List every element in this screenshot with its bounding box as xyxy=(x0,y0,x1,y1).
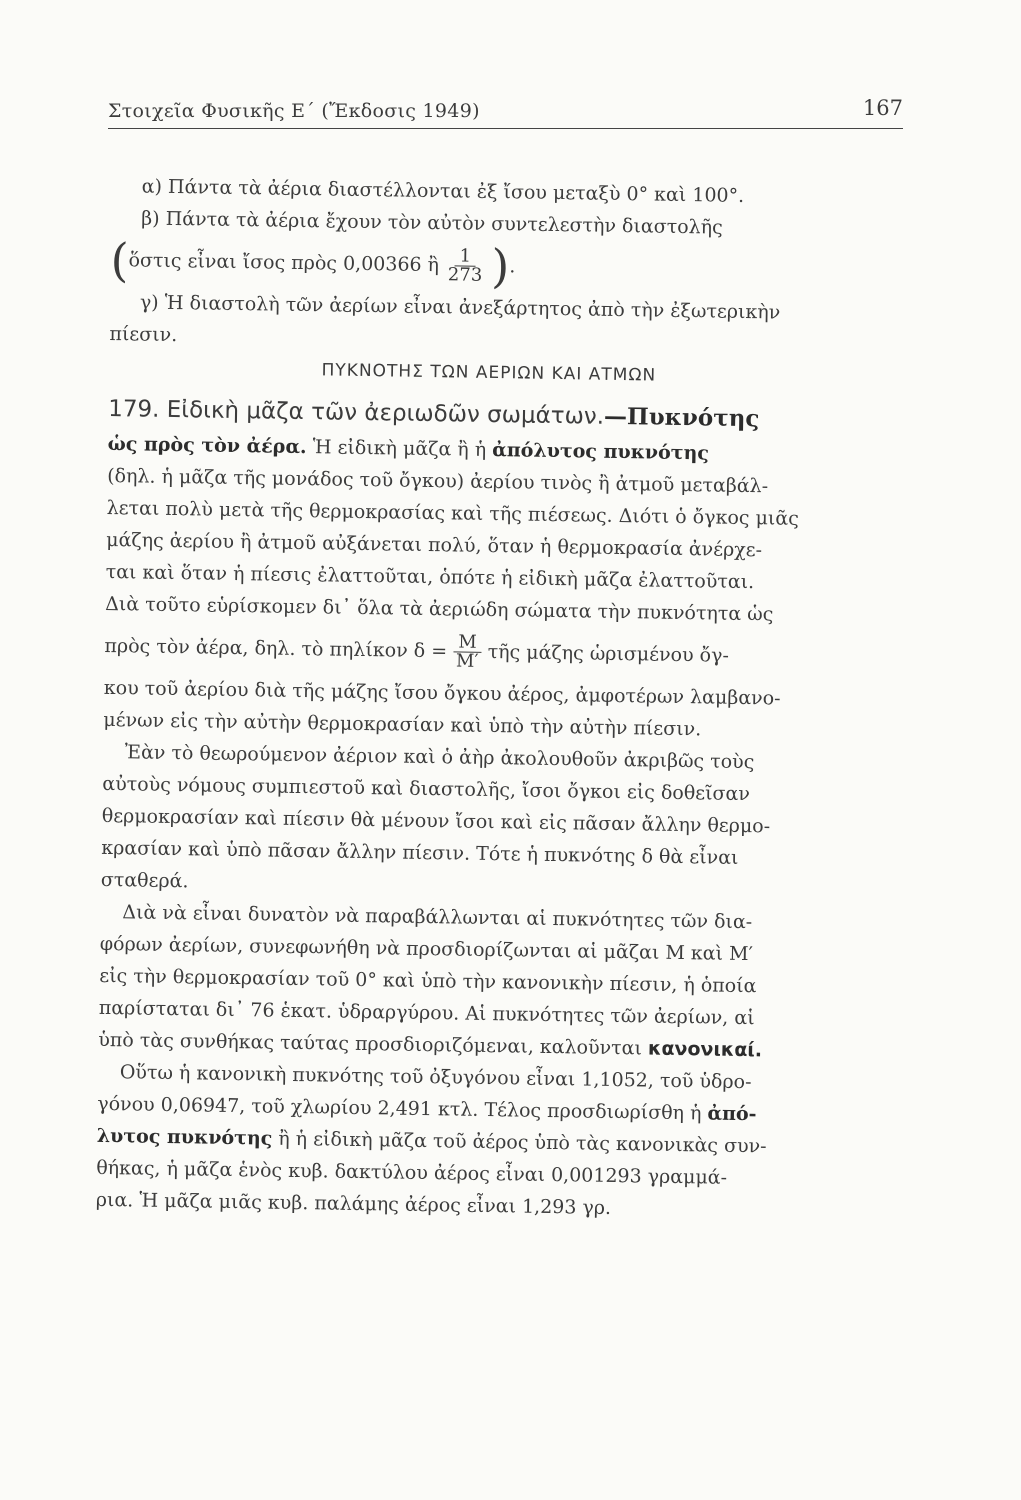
fraction-denominator: M′ xyxy=(455,649,479,672)
body-line: Διὰ νὰ εἶναι δυνατὸν νὰ παραβάλλωνται αἱ πυκνότητες τῶν δια- xyxy=(122,901,753,934)
close-period: . xyxy=(509,255,516,278)
text-run: ἢ ἡ εἰδικὴ μᾶζα τοῦ ἀέρος ὑπὸ τὰς κανονικὰς συν- xyxy=(272,1127,767,1158)
section-heading: ΠΥΚΝΟΤΗΣ ΤΩΝ ΑΕΡΙΩΝ ΚΑΙ ΑΤΜΩΝ xyxy=(321,360,657,386)
bold-term-absolute-density: ἀπόλυτος πυκνότης xyxy=(492,439,710,465)
body-line: Οὕτω ἡ κανονικὴ πυκνότης τοῦ ὀξυγόνου εἶναι 1,1052, τοῦ ὑδρο- xyxy=(119,1061,752,1094)
body-line: αὐτοὺς νόμους συμπιεστοῦ καὶ διαστολῆς, ἴσοι ὄγκοι εἰς δοθεῖσαν xyxy=(102,772,751,806)
body-line: (δηλ. ἡ μᾶζα τῆς μονάδος τοῦ ὄγκου) ἀερίου τινὸς ἢ ἀτμοῦ μεταβάλ- xyxy=(107,464,769,498)
page-number: 167 xyxy=(862,96,903,120)
body-line: μάζης ἀερίου ἢ ἀτμοῦ αὐξάνεται πολύ, ὅταν ἡ θερμοκρασία ἀνέρχε- xyxy=(106,528,763,562)
bold-term-normal: κανονικαί. xyxy=(647,1037,763,1062)
close-paren: ) xyxy=(490,238,510,294)
body-line: φόρων ἀερίων, συνεφωνήθη νὰ προσδιορίζωνται αἱ μᾶζαι M καὶ M′ xyxy=(99,932,754,966)
body-line: εἰς τὴν θερμοκρασίαν τοῦ 0° καὶ ὑπὸ τὴν κανονικὴν πίεσιν, ἡ ὁποία xyxy=(99,964,757,998)
fraction-1-273 xyxy=(443,244,488,286)
fraction-numerator: M xyxy=(453,633,482,652)
open-paren: ( xyxy=(110,232,129,288)
subsection-title-cont: ὡς πρὸς τὸν ἀέρα. xyxy=(107,432,307,459)
body-line: σταθερά. xyxy=(100,868,189,893)
text-run: τῆς μάζης ὡρισμένου ὄγ- xyxy=(487,640,730,667)
fraction-m-over-m-prime xyxy=(451,630,484,672)
fraction-denominator: 273 xyxy=(447,263,483,286)
list-item-b: β) Πάντα τὰ ἀέρια ἔχουν τὸν αὐτὸν συντελεστὴν διαστολῆς xyxy=(141,207,723,239)
bold-term-absolute-start: ἀπό- xyxy=(707,1102,757,1126)
bold-term-absolute-end: λυτος πυκνότης xyxy=(96,1124,273,1150)
running-head: Στοιχεῖα Φυσικῆς Ε΄ (Ἔκδοσις 1949) xyxy=(108,100,480,122)
list-item-a: α) Πάντα τὰ ἀέρια διαστέλλονται ἐξ ἴσου μεταξὺ 0° καὶ 100°. xyxy=(141,175,745,207)
body-line: μένων εἰς τὴν αὐτὴν θερμοκρασίαν καὶ ὑπὸ τὴν αὐτὴν πίεσιν. xyxy=(103,708,702,741)
list-item-c-cont: πίεσιν. xyxy=(109,322,178,347)
subsection-title-dash: —Πυκνότης xyxy=(603,402,760,433)
body-line: ρια. Ἡ μᾶζα μιᾶς κυβ. παλάμης ἀέρος εἶναι 1,293 γρ. xyxy=(95,1188,612,1219)
list-item-c: γ) Ἡ διαστολὴ τῶν ἀερίων εἶναι ἀνεξάρτητος ἀπὸ τὴν ἐξωτερικὴν xyxy=(139,291,781,324)
formula-text: ὅστις εἶναι ἴσος πρὸς 0,00366 ἢ xyxy=(128,249,440,277)
body-line: παρίσταται δι᾿ 76 ἑκατ. ὑδραργύρου. Αἱ πυκνότητες τῶν ἀερίων, αἱ xyxy=(98,996,755,1030)
body-line: θήκας, ἡ μᾶζα ἑνὸς κυβ. δακτύλου ἀέρος εἶναι 0,001293 γραμμά- xyxy=(96,1156,728,1189)
page-header xyxy=(108,98,903,129)
body-line: Διὰ τοῦτο εὑρίσκομεν δι᾿ ὅλα τὰ ἀεριώδη σώματα τὴν πυκνότητα ὡς xyxy=(105,592,774,626)
body-line: ται καὶ ὅταν ἡ πίεσις ἐλαττοῦται, ὁπότε ἡ εἰδικὴ μᾶζα ἐλαττοῦται. xyxy=(105,560,755,594)
subsection-number-title: 179. Εἰδικὴ μᾶζα τῶν ἀεριωδῶν σωμάτων. xyxy=(108,395,605,430)
body-line: Ἐὰν τὸ θεωρούμενον ἀέριον καὶ ὁ ἀὴρ ἀκολουθοῦν ἀκριβῶς τοὺς xyxy=(124,741,755,774)
text-run: γόνου 0,06947, τοῦ χλωρίου 2,491 κτλ. Τέλος προσδιωρίσθη ἡ xyxy=(97,1092,708,1125)
text-run: πρὸς τὸν ἀέρα, δηλ. τὸ πηλίκον δ = xyxy=(104,634,448,663)
body-line: λεται πολὺ μετὰ τῆς θερμοκρασίας καὶ τῆς πιέσεως. Διότι ὁ ὄγκος μιᾶς xyxy=(106,496,799,530)
body-line: θερμοκρασίαν καὶ πίεσιν θὰ μένουν ἴσοι καὶ εἰς πᾶσαν ἄλλην θερμο- xyxy=(101,804,771,838)
body-line: κου τοῦ ἀερίου διὰ τῆς μάζης ἴσου ὄγκου ἀέρος, ἀμφοτέρων λαμβανο- xyxy=(103,676,781,710)
text-run: ὑπὸ τὰς συνθήκας ταύτας προσδιοριζόμεναι, καλοῦνται xyxy=(98,1028,649,1060)
text-run: Ἡ εἰδικὴ μᾶζα ἢ ἡ xyxy=(306,436,493,462)
fraction-numerator: 1 xyxy=(454,247,476,266)
page-body xyxy=(96,170,932,1229)
body-line: κρασίαν καὶ ὑπὸ πᾶσαν ἄλλην πίεσιν. Τότε ἡ πυκνότης δ θὰ εἶναι xyxy=(101,836,739,869)
